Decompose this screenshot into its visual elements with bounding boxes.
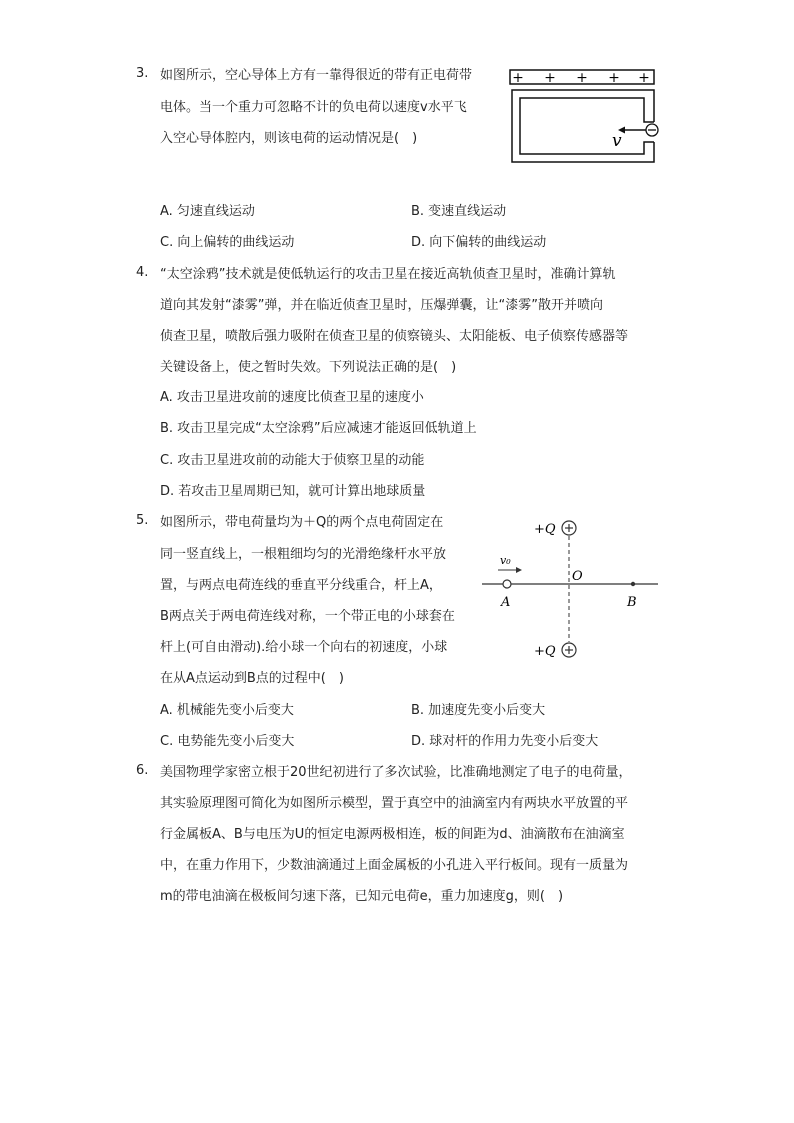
- option-b[interactable]: B. 加速度先变小后变大: [411, 703, 546, 718]
- point-a-label: A: [501, 595, 511, 610]
- conductor-figure: [508, 68, 660, 166]
- question-text-line: 置，与两点电荷连线的垂直平分线重合，杆上A，: [160, 578, 442, 593]
- option-b[interactable]: B. 攻击卫星完成“太空涂鸦”后应减速才能返回低轨道上: [160, 421, 477, 436]
- point-charges-figure: [478, 512, 662, 664]
- question-text-line: “太空涂鸦”技术就是使低轨运行的攻击卫星在接近高轨侦查卫星时，准确计算轨: [160, 267, 616, 282]
- bottom-charge-label: +Q: [534, 644, 556, 659]
- option-c[interactable]: C. 攻击卫星进攻前的动能大于侦察卫星的动能: [160, 453, 425, 468]
- question-text-line: 其实验原理图可简化为如图所示模型，置于真空中的油滴室内有两块水平放置的平: [160, 796, 629, 811]
- plus-sign: +: [576, 70, 588, 86]
- question-number: 3.: [136, 66, 149, 81]
- option-b[interactable]: B. 变速直线运动: [411, 204, 507, 219]
- question-text-line: 道向其发射“漆雾”弹，并在临近侦查卫星时，压爆弹囊，让“漆雾”散开并喷向: [160, 298, 603, 313]
- question-text-line: 同一竖直线上，一根粗细均匀的光滑绝缘杆水平放: [160, 547, 447, 562]
- option-d[interactable]: D. 向下偏转的曲线运动: [411, 235, 547, 250]
- question-text-line: 关键设备上，使之暂时失效。下列说法正确的是( ): [160, 360, 457, 375]
- option-a[interactable]: A. 攻击卫星进攻前的速度比侦查卫星的速度小: [160, 390, 424, 405]
- top-charge-label: +Q: [534, 522, 556, 537]
- question-text-line: 行金属板A、B与电压为U的恒定电源两极相连，板的间距为d、油滴散布在油滴室: [160, 827, 625, 842]
- question-text-line: 在从A点运动到B点的过程中( ): [160, 671, 344, 686]
- question-text-line: 杆上(可自由滑动).给小球一个向右的初速度，小球: [160, 640, 448, 655]
- point-b-label: B: [627, 595, 637, 610]
- question-text-line: 入空心导体腔内，则该电荷的运动情况是( ): [160, 131, 418, 146]
- question-number: 6.: [136, 763, 149, 778]
- question-text-line: 如图所示，带电荷量均为＋Q的两个点电荷固定在: [160, 515, 444, 530]
- question-number: 4.: [136, 265, 149, 280]
- arrow-head: [516, 567, 522, 573]
- option-c[interactable]: C. 电势能先变小后变大: [160, 734, 295, 749]
- question-number: 5.: [136, 513, 149, 528]
- question-text-line: 电体。当一个重力可忽略不计的负电荷以速度v水平飞: [160, 100, 467, 115]
- question-text-line: B两点关于两电荷连线对称，一个带正电的小球套在: [160, 609, 455, 624]
- hollow-conductor-inner: [520, 98, 654, 154]
- plus-sign: +: [512, 70, 524, 86]
- option-a[interactable]: A. 机械能先变小后变大: [160, 703, 294, 718]
- ball-at-a: [503, 580, 511, 588]
- velocity-label: v₀: [500, 554, 511, 567]
- velocity-label: v: [612, 131, 622, 151]
- question-text-line: 美国物理学家密立根于20世纪初进行了多次试验，比准确地测定了电子的电荷量，: [160, 765, 632, 780]
- question-text-line: 中，在重力作用下，少数油滴通过上面金属板的小孔进入平行板间。现有一质量为: [160, 858, 629, 873]
- question-text-line: 侦查卫星，喷散后强力吸附在侦查卫星的侦察镜头、太阳能板、电子侦察传感器等: [160, 329, 629, 344]
- plus-sign: +: [608, 70, 620, 86]
- plus-sign: +: [638, 70, 650, 86]
- origin-label: O: [572, 569, 583, 584]
- question-text-line: 如图所示，空心导体上方有一靠得很近的带有正电荷带: [160, 68, 473, 83]
- hollow-conductor-outer: [512, 90, 654, 162]
- question-text-line: m的带电油滴在极板间匀速下落，已知元电荷e，重力加速度g，则( ): [160, 889, 564, 904]
- option-a[interactable]: A. 匀速直线运动: [160, 204, 255, 219]
- point-b-dot: [631, 582, 635, 586]
- option-c[interactable]: C. 向上偏转的曲线运动: [160, 235, 295, 250]
- plus-sign: +: [544, 70, 556, 86]
- option-d[interactable]: D. 若攻击卫星周期已知，就可计算出地球质量: [160, 484, 426, 499]
- option-d[interactable]: D. 球对杆的作用力先变小后变大: [411, 734, 599, 749]
